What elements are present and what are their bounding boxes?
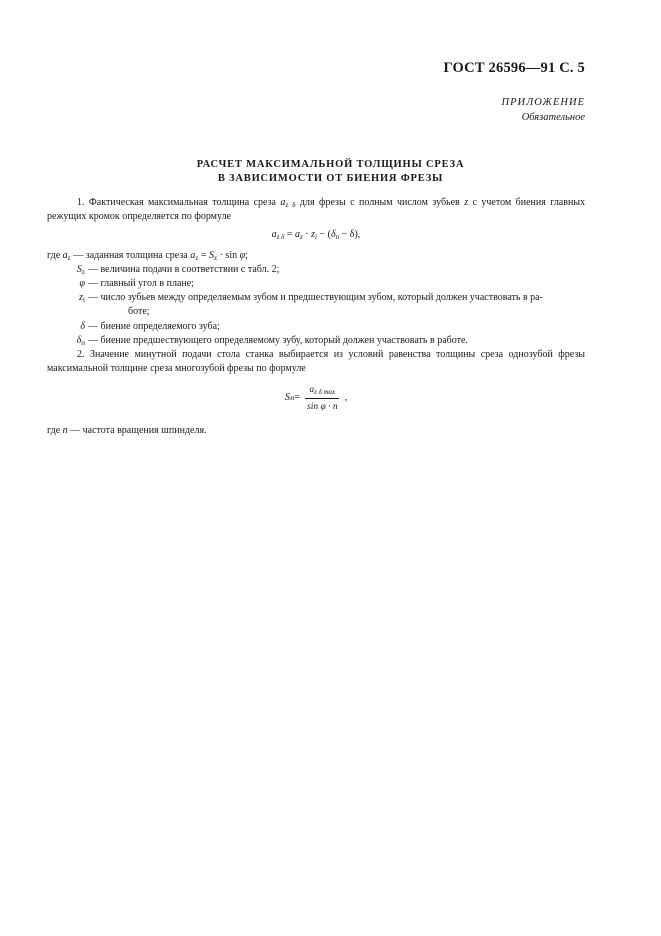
- d2-term-sub: z: [81, 267, 85, 276]
- d1-var-a: a: [190, 249, 196, 261]
- f1-tail: − δ),: [339, 229, 361, 241]
- paragraph-1: [47, 196, 585, 224]
- definition-row: [47, 320, 585, 334]
- definition-row: [47, 249, 585, 263]
- paragraph-2: 2. Значение минутной подачи стола станка выбирается из условий равенства толщины среза однозубой фрезы максимальной толщине среза многозубой фрезы по формуле: [47, 349, 585, 375]
- d3-term: φ: [79, 278, 85, 290]
- f2-num-var: a: [309, 384, 314, 395]
- f1-dn-sub: п: [335, 233, 340, 242]
- d1-eq: =: [198, 249, 209, 261]
- d1-sub-a: z: [195, 253, 199, 262]
- appendix-status: Обязательное: [521, 112, 585, 123]
- appendix-block: [502, 95, 586, 125]
- title-line-2: В ЗАВИСИМОСТИ ОТ БИЕНИЯ ФРЕЗЫ: [217, 173, 444, 184]
- f1-zi-var: z: [311, 229, 316, 241]
- definition-row: [47, 291, 585, 319]
- f1-dn-var: δ: [330, 229, 336, 241]
- para1-text-b: для фрезы с полным числом зубьев: [295, 197, 460, 208]
- f1-lhs-sub: z δ: [276, 233, 285, 242]
- para1-sub-a: z δ: [285, 201, 296, 209]
- d1-var-s: S: [208, 249, 214, 261]
- d6-term: δ: [76, 334, 82, 346]
- d2-term: S: [76, 263, 82, 275]
- f1-dot: ·: [302, 229, 312, 241]
- definition-row-n: [47, 424, 585, 438]
- f2-lhs-var: S: [284, 392, 290, 404]
- d4-term-sub: i: [83, 296, 85, 305]
- definition-row: [47, 263, 585, 277]
- n-text: — частота вращения шпинделя.: [67, 424, 207, 436]
- d4-cont: боте;: [128, 306, 150, 318]
- formula-2: S м = $\frac{a_{z \delta max}}{\text{sin φ · n}}$ ,: [47, 382, 585, 413]
- formula-1: [47, 228, 585, 242]
- definition-row: [47, 277, 585, 291]
- d2-text: — величина подачи в соответствии с табл. 2;: [88, 263, 280, 275]
- d6-text: — биение предшествующего определяемому зубу, который должен участвовать в работе.: [88, 334, 468, 346]
- d1-phi: φ: [239, 249, 246, 261]
- d1-sin: · sin: [217, 249, 240, 261]
- f2-eq: =: [294, 392, 300, 404]
- d5-text: — биение определяемого зуба;: [88, 320, 220, 332]
- f1-eq: =: [284, 229, 296, 241]
- n-term: n: [62, 424, 68, 436]
- para1-text-c: с учетом биения главных режущих кромок определяется по формуле: [47, 197, 586, 223]
- f1-minus: − (: [316, 229, 331, 241]
- f1-zi-sub: i: [315, 233, 317, 242]
- d3-text: — главный угол в плане;: [88, 278, 194, 290]
- para1-var-a: a: [280, 197, 286, 208]
- d1-end: ;: [245, 249, 248, 261]
- standard-header: ГОСТ 26596—91 С. 5: [443, 60, 585, 76]
- f1-az-sub: z: [300, 233, 303, 242]
- appendix-label: ПРИЛОЖЕНИЕ: [501, 97, 585, 108]
- f2-fraction: [303, 382, 342, 413]
- where-label: где: [47, 249, 61, 261]
- title-line-1: РАСЧЕТ МАКСИМАЛЬНОЙ ТОЛЩИНЫ СРЕЗА: [196, 159, 465, 170]
- section-title: [0, 158, 661, 186]
- f2-den: sin φ · n: [307, 401, 338, 412]
- d1-term: a: [62, 249, 68, 261]
- f2-end: ,: [344, 392, 348, 404]
- definition-row: [47, 334, 585, 348]
- f2-num-sub: z δ max: [313, 388, 336, 397]
- d5-term: δ: [80, 320, 85, 332]
- d1-text: — заданная толщина среза: [70, 249, 191, 261]
- d1-term-sub: z: [67, 253, 71, 262]
- where-label-2: где: [47, 424, 61, 436]
- d4-term: z: [79, 292, 84, 304]
- para1-text-a: 1. Фактическая максимальная толщина среза: [77, 197, 276, 208]
- d6-term-sub: п: [81, 338, 85, 347]
- d4-text: — число зубьев между определяемым зубом и предшествующим зубом, который должен участвовать в ра-: [88, 292, 543, 304]
- document-body: [47, 196, 585, 438]
- f1-lhs-var: a: [271, 229, 277, 241]
- para1-var-z: z: [464, 197, 469, 208]
- d1-sub-s: z: [213, 253, 218, 262]
- f1-az-var: a: [295, 229, 301, 241]
